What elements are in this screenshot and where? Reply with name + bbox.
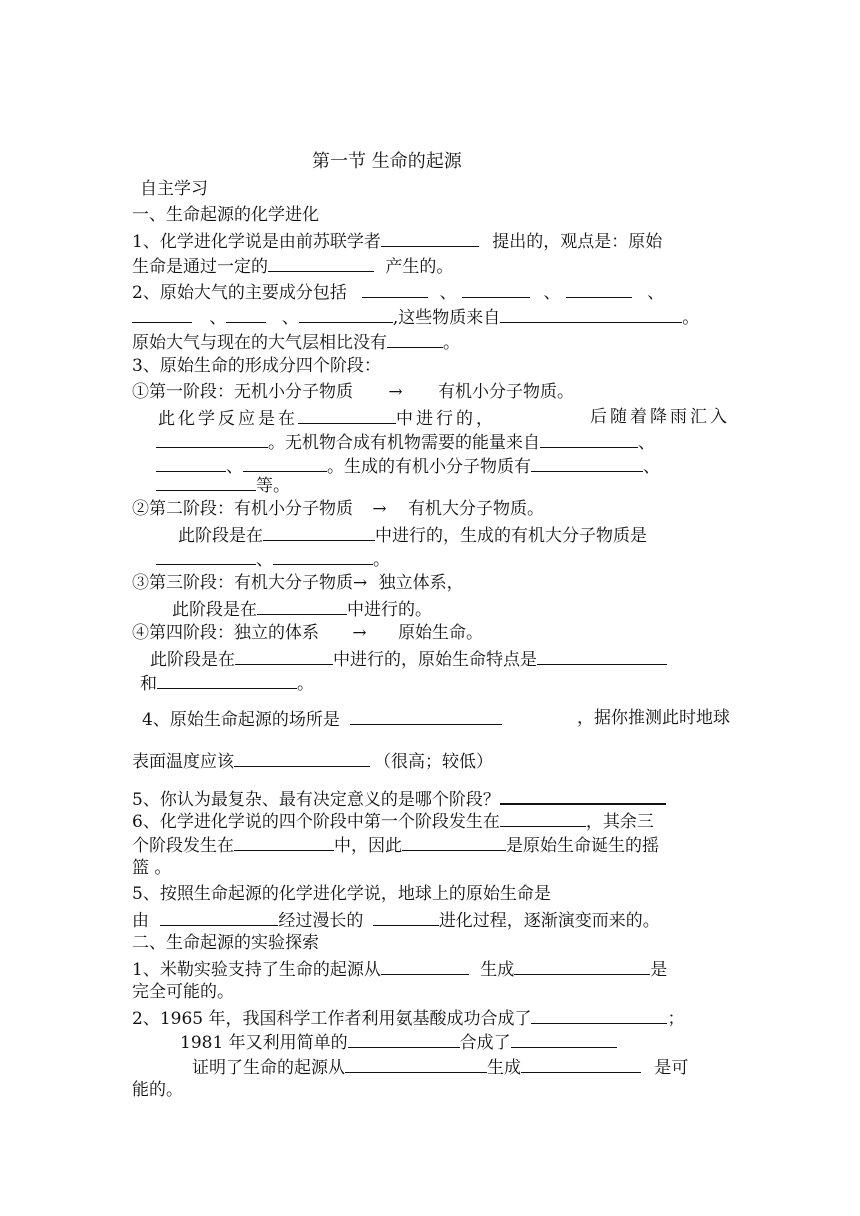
q6-text-b: ，其余三 [585, 812, 654, 832]
stage1-text-h: 等。 [256, 476, 290, 496]
stage4-line-3 [140, 670, 314, 696]
answer-blank[interactable] [132, 304, 192, 323]
q2-line-1 [132, 279, 664, 305]
separator: 、 [638, 433, 655, 453]
q7-text-c: 经过漫长的 [278, 911, 364, 931]
answer-blank[interactable] [234, 748, 370, 767]
q7-text-b: 由 [132, 911, 149, 931]
stage4-text-a: ④第四阶段：独立的体系 [132, 623, 319, 643]
stage2-line-2 [178, 522, 647, 548]
q1-text-b: 提出的，观点是：原始 [492, 232, 663, 252]
stage2-line-3 [156, 546, 390, 572]
period: 。 [373, 550, 390, 570]
q7-line-2 [132, 907, 660, 933]
answer-blank[interactable] [511, 1029, 617, 1048]
period: 。 [297, 674, 314, 694]
answer-blank[interactable] [234, 832, 334, 851]
answer-blank[interactable] [500, 808, 586, 827]
q6-text-e: 是原始生命诞生的摇 [506, 836, 659, 856]
stage3-text-b: 独立体系， [378, 573, 464, 593]
stage1-line-3 [156, 429, 655, 455]
q2-text-c: 原始大气与现在的大气层相比没有 [132, 333, 387, 353]
stage3-line-1 [132, 571, 464, 595]
q1-text-a: 1、化学进化学说是由前苏联学者 [132, 232, 381, 252]
q2-line-3 [132, 329, 460, 355]
answer-blank[interactable] [362, 279, 428, 298]
answer-blank[interactable] [521, 1054, 641, 1073]
q6-line-1 [132, 808, 654, 834]
separator: 、 [209, 308, 227, 328]
e2-text-a: 2、1965 年，我国科学工作者利用氨基酸成功合成了 [132, 1009, 532, 1029]
q4-text-d: （很高；较低） [374, 752, 493, 772]
q6-text-a: 6、化学进化学说的四个阶段中第一个阶段发生在 [132, 812, 500, 832]
stage4-text-d: 中进行的，原始生命特点是 [333, 650, 537, 670]
arrow-icon: → [388, 382, 403, 402]
separator: 、 [439, 283, 457, 303]
e1-line-2: 完全可能的。 [132, 982, 234, 1002]
answer-blank[interactable] [514, 956, 650, 975]
e2-text-b: 1981 年又利用简单的 [180, 1033, 348, 1053]
separator: 、 [647, 283, 665, 303]
stage1-text-a: ①第一阶段：无机小分子物质 [132, 382, 353, 402]
q6-text-d: 中，因此 [334, 836, 402, 856]
e1-text-b: 生成 [480, 960, 515, 980]
answer-blank[interactable] [345, 1054, 487, 1073]
answer-blank[interactable] [157, 670, 297, 689]
answer-blank[interactable] [540, 429, 638, 448]
answer-blank[interactable] [402, 832, 506, 851]
q5-text: 5、你认为最复杂、最有决定意义的是哪个阶段？ [132, 790, 500, 810]
stage2-text-d: 中进行的，生成的有机大分子物质是 [375, 526, 647, 546]
stage3-text-d: 中进行的。 [347, 600, 432, 620]
stage1-line-1 [132, 380, 574, 404]
q2-line-2 [132, 304, 699, 330]
e2-line-3 [192, 1054, 688, 1080]
stage2-line-1 [132, 497, 544, 521]
answer-blank[interactable] [268, 253, 374, 272]
arrow-icon: → [352, 623, 367, 643]
stage1-text-f: 。无机物合成有机物需要的能量来自 [268, 433, 540, 453]
q1-text-d: 产生的。 [385, 257, 454, 277]
answer-blank[interactable] [298, 405, 396, 424]
stage2-text-a: ②第二阶段：有机小分子物质 [132, 499, 353, 519]
stage4-text-c: 此阶段是在 [150, 650, 235, 670]
e2-text-d: 证明了生命的起源从 [192, 1058, 345, 1078]
stage4-line-2 [150, 646, 667, 672]
subtitle: 自主学习 [140, 179, 208, 199]
arrow-icon: → [353, 573, 368, 593]
answer-blank[interactable] [156, 453, 226, 472]
q1-line-1 [132, 228, 662, 254]
q4-line-2 [132, 748, 493, 774]
stage2-text-b: 有机大分子物质。 [408, 499, 545, 519]
e2-line-1 [132, 1005, 684, 1031]
q6-text-c: 个阶段发生在 [132, 836, 234, 856]
stage1-line-2 [158, 405, 730, 431]
q4-text-c: 表面温度应该 [132, 752, 234, 772]
q4-text-b: ，据你推测此时地球 [577, 708, 730, 728]
stage1-text-c: 此化学反应是在 [158, 409, 298, 429]
answer-blank[interactable] [373, 907, 439, 926]
answer-blank[interactable] [348, 1029, 460, 1048]
page-title: 第一节 生命的起源 [312, 151, 462, 172]
answer-blank[interactable] [537, 646, 667, 665]
q6-line-2 [132, 832, 659, 858]
e1-line-1 [132, 956, 667, 982]
answer-blank[interactable] [156, 472, 256, 491]
answer-blank[interactable] [156, 546, 256, 565]
stage1-text-g: 。生成的有机小分子物质有 [327, 457, 531, 477]
answer-blank[interactable] [531, 453, 643, 472]
answer-blank[interactable] [500, 785, 666, 805]
stage3-text-c: 此阶段是在 [172, 600, 257, 620]
separator: 、 [256, 550, 273, 570]
answer-blank[interactable] [387, 329, 443, 348]
e2-text-c: 合成了 [459, 1033, 511, 1053]
stage1-line-5 [156, 472, 290, 498]
separator: 、 [226, 457, 243, 477]
answer-blank[interactable] [500, 304, 682, 323]
q7-line-1: 5、按照生命起源的化学进化学说，地球上的原始生命是 [132, 884, 551, 904]
e2-text-f: 是可 [654, 1058, 689, 1078]
period: 。 [443, 333, 460, 353]
separator: 、 [281, 308, 299, 328]
stage1-text-b: 有机小分子物质。 [438, 382, 575, 402]
e2-line-4: 能的。 [132, 1080, 183, 1100]
q2-text-b: ,这些物质来自 [392, 308, 501, 328]
separator: 、 [543, 283, 561, 303]
answer-blank[interactable] [273, 546, 373, 565]
q7-text-d: 进化过程，逐渐演变而来的。 [438, 911, 660, 931]
answer-blank[interactable] [263, 522, 375, 541]
section-2-heading: 二、生命起源的实验探索 [132, 933, 319, 953]
answer-blank[interactable] [257, 596, 347, 615]
q1-text-c: 生命是通过一定的 [132, 257, 268, 277]
answer-blank[interactable] [531, 1005, 667, 1024]
answer-blank[interactable] [381, 956, 469, 975]
stage3-line-2 [172, 596, 432, 622]
e2-line-2 [180, 1029, 617, 1055]
stage2-text-c: 此阶段是在 [178, 526, 263, 546]
stage4-text-b: 原始生命。 [398, 623, 484, 643]
period: 。 [682, 308, 700, 328]
stage1-text-d: 中进行的， [396, 409, 496, 429]
answer-blank[interactable] [350, 706, 502, 725]
answer-blank[interactable] [566, 279, 632, 298]
answer-blank[interactable] [299, 304, 393, 323]
answer-blank[interactable] [462, 279, 530, 298]
e1-text-a: 1、米勒实验支持了生命的起源从 [132, 960, 381, 980]
answer-blank[interactable] [160, 907, 278, 926]
arrow-icon: → [372, 499, 387, 519]
e1-text-c: 是 [650, 960, 668, 980]
stage4-line-1 [132, 621, 483, 645]
stage3-text-a: ③第三阶段：有机大分子物质 [132, 573, 353, 593]
q2-text-a: 2、原始大气的主要成分包括 [132, 283, 347, 303]
q6-line-3: 篮 。 [132, 858, 172, 878]
stage1-text-e: 后随着降雨汇入 [590, 407, 730, 427]
q1-line-2 [132, 253, 453, 279]
q4-text-a: 4、原始生命起源的场所是 [142, 710, 340, 730]
and-text: 和 [140, 674, 157, 694]
answer-blank[interactable] [156, 429, 268, 448]
answer-blank[interactable] [381, 228, 479, 247]
answer-blank[interactable] [235, 646, 333, 665]
answer-blank[interactable] [243, 453, 327, 472]
separator: 、 [643, 457, 660, 477]
q3-line: 3、原始生命的形成分四个阶段： [132, 356, 381, 376]
section-1-heading: 一、生命起源的化学进化 [132, 205, 319, 225]
e2-text-e: 生成 [487, 1058, 521, 1078]
semicolon: ； [667, 1009, 685, 1029]
answer-blank[interactable] [226, 304, 266, 323]
q4-line-1 [142, 706, 730, 732]
